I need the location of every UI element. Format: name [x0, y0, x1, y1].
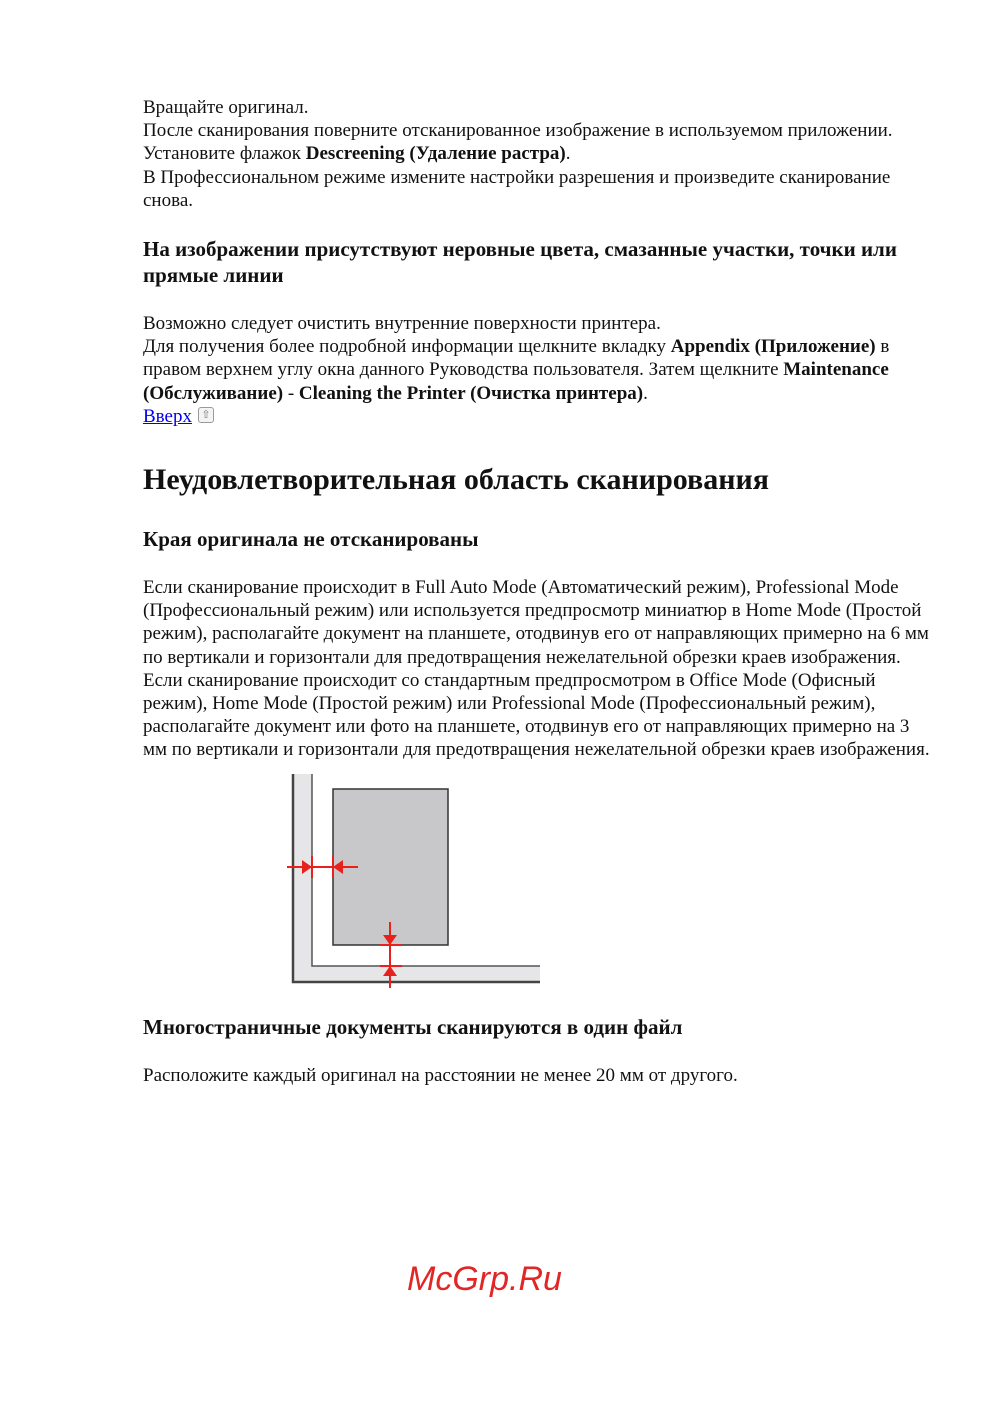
- bold-text: Descreening (Удаление растра): [305, 143, 566, 165]
- paragraph: Если сканирование происходит со стандартным предпросмотром в Office Mode (Офисный режим), Home Mode (Простой режим) или Professional Mode (Профессиональный режим), располагайте документ или фото на планшете, отодвинув его от направляющих примерно на 3 мм по вертикали и горизонтали для предотвращения нежелательной обрезки краев изображения.: [143, 669, 930, 761]
- watermark: McGrp.Ru: [407, 1260, 562, 1298]
- bold-text: Cleaning the Printer (Очистка принтера): [298, 382, 644, 404]
- paragraph: Вращайте оригинал.: [143, 97, 309, 118]
- paragraph: В Профессиональном режиме измените настройки разрешения и произведите сканирование снова.: [143, 166, 891, 211]
- text: Для получения более подробной информации щелкните вкладку: [143, 336, 671, 358]
- document-placement-diagram: [143, 768, 543, 992]
- section-heading: Многостраничные документы сканируются в один файл: [143, 1014, 683, 1039]
- page-section-title: Неудовлетворительная область сканирования: [143, 463, 770, 497]
- bold-text: Maintenance (Обслуживание): [143, 359, 889, 404]
- top-link[interactable]: Вверх: [143, 405, 192, 427]
- text: .: [643, 382, 648, 404]
- document-body: [143, 96, 933, 1087]
- text: Установите флажок: [143, 143, 306, 165]
- text: в правом верхнем углу окна данного Руководства пользователя. Затем щелкните: [143, 336, 890, 381]
- text: -: [283, 382, 299, 404]
- section-heading: Края оригинала не отсканированы: [143, 527, 479, 552]
- paragraph: [143, 142, 933, 165]
- paragraph: Если сканирование происходит в Full Auto Mode (Автоматический режим), Professional Mode (Профессиональный режим) или используется предпросмотр миниатюр в Home Mode (Простой режим), располагайте документ на планшете, отодвинув его от направляющих примерно на 6 мм по вертикали и горизонтали для предотвращения нежелательной обрезки краев изображения.: [143, 577, 929, 668]
- bold-text: Appendix (Приложение): [670, 336, 876, 358]
- paragraph: [143, 335, 933, 405]
- text: .: [565, 143, 571, 165]
- paragraph: После сканирования поверните отсканированное изображение в используемом приложении.: [143, 120, 893, 142]
- top-link-row: [143, 405, 933, 428]
- section-heading: На изображении присутствуют неровные цвета, смазанные участки, точки или прямые линии: [143, 237, 897, 288]
- paragraph: Расположите каждый оригинал на расстоянии не менее 20 мм от другого.: [143, 1064, 738, 1086]
- up-arrow-icon[interactable]: ⇧: [198, 407, 214, 423]
- paragraph: Возможно следует очистить внутренние поверхности принтера.: [143, 313, 661, 335]
